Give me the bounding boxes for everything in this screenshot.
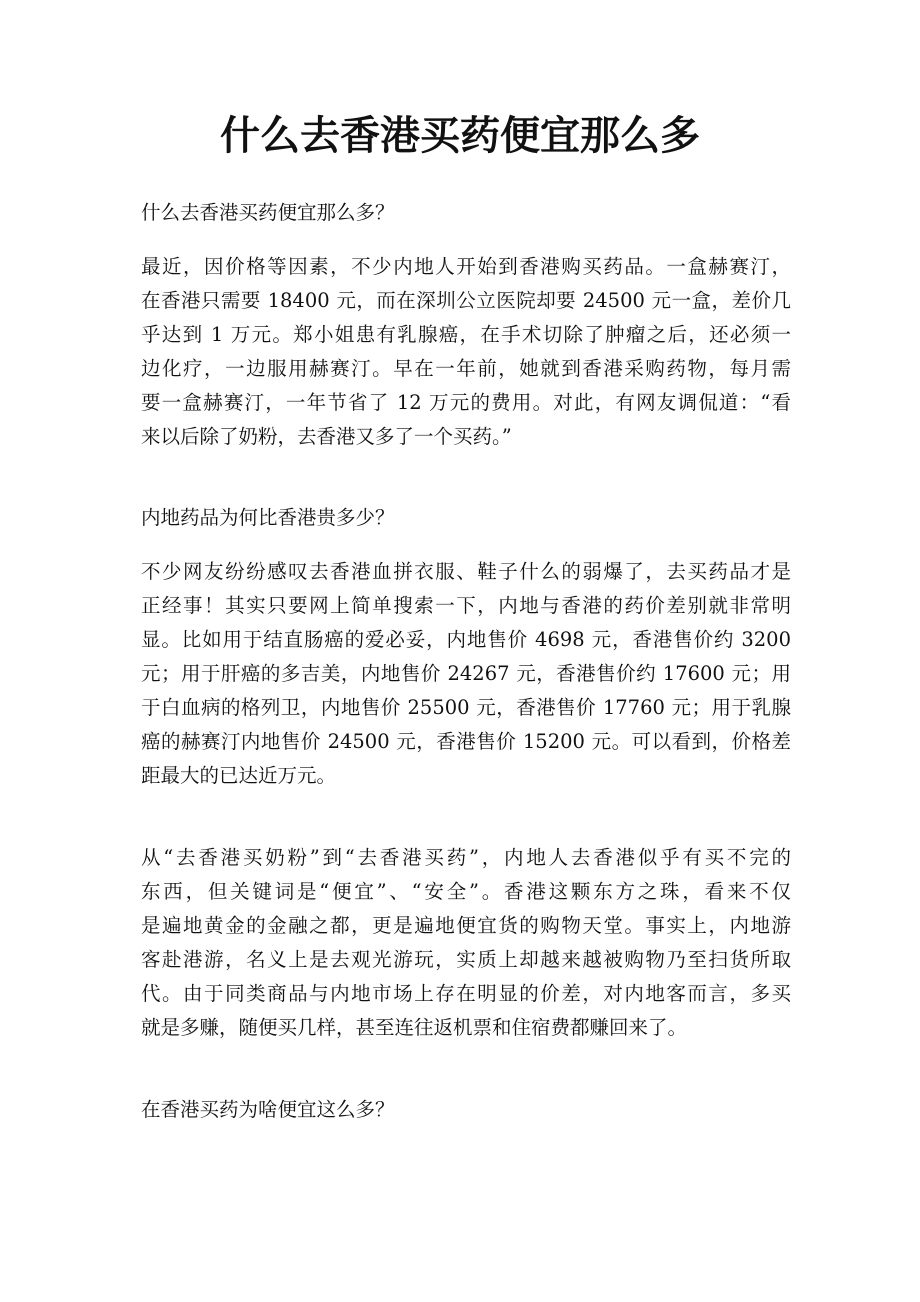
text-line: 乎达到 1 万元。郑小姐患有乳腺癌，在手术切除了肿瘤之后，还必须一 [141,323,791,346]
text-line: 癌的赫赛汀内地售价 24500 元，香港售价 15200 元。可以看到，价格差 [141,730,791,753]
section-heading-3 [141,1093,791,1127]
text-line: 不少网友纷纷感叹去香港血拼衣服、鞋子什么的弱爆了，去买药品才是 [141,560,791,583]
text-line: 东西，但关键词是“便宜”、“安全”。香港这颗东方之珠，看来不仅 [141,880,791,903]
text-line: 元；用于肝癌的多吉美，内地售价 24267 元，香港售价约 17600 元；用 [141,662,791,685]
text-line: 来以后除了奶粉，去香港又多了一个买药。” [141,425,512,448]
text-line: 就是多赚，随便买几样，甚至连往返机票和住宿费都赚回来了。 [141,1016,688,1039]
text-line: 距最大的已达近万元。 [141,764,337,787]
section-heading-2 [141,501,791,535]
heading-text: 在香港买药为啥便宜这么多？ [141,1098,395,1121]
heading-text: 内地药品为何比香港贵多少？ [141,506,395,529]
text-line: 要一盒赫赛汀，一年节省了 12 万元的费用。对此，有网友调侃道：“看 [141,391,791,414]
paragraph-1 [141,250,791,454]
section-heading-1 [141,196,791,230]
paragraph-3 [141,841,791,1045]
text-line: 从“去香港买奶粉”到“去香港买药”，内地人去香港似乎有买不完的 [141,846,791,869]
text-line: 于白血病的格列卫，内地售价 25500 元，香港售价 17760 元；用于乳腺 [141,696,791,719]
text-line: 显。比如用于结直肠癌的爱必妥，内地售价 4698 元，香港售价约 3200 [141,628,791,651]
text-line: 边化疗，一边服用赫赛汀。早在一年前，她就到香港采购药物，每月需 [141,357,791,380]
text-line: 在香港只需要 18400 元，而在深圳公立医院却要 24500 元一盒，差价几 [141,289,791,312]
text-line: 是遍地黄金的金融之都，更是遍地便宜货的购物天堂。事实上，内地游 [141,914,791,937]
heading-text: 什么去香港买药便宜那么多？ [141,201,395,224]
text-line: 代。由于同类商品与内地市场上存在明显的价差，对内地客而言，多买 [141,982,791,1005]
text-line: 最近，因价格等因素，不少内地人开始到香港购买药品。一盒赫赛汀， [141,255,791,278]
document-title: 什么去香港买药便宜那么多 [220,112,700,159]
text-line: 正经事！其实只要网上简单搜索一下，内地与香港的药价差别就非常明 [141,594,791,617]
paragraph-2 [141,555,791,793]
text-line: 客赴港游，名义上是去观光游玩，实质上却越来越被购物乃至扫货所取 [141,948,791,971]
